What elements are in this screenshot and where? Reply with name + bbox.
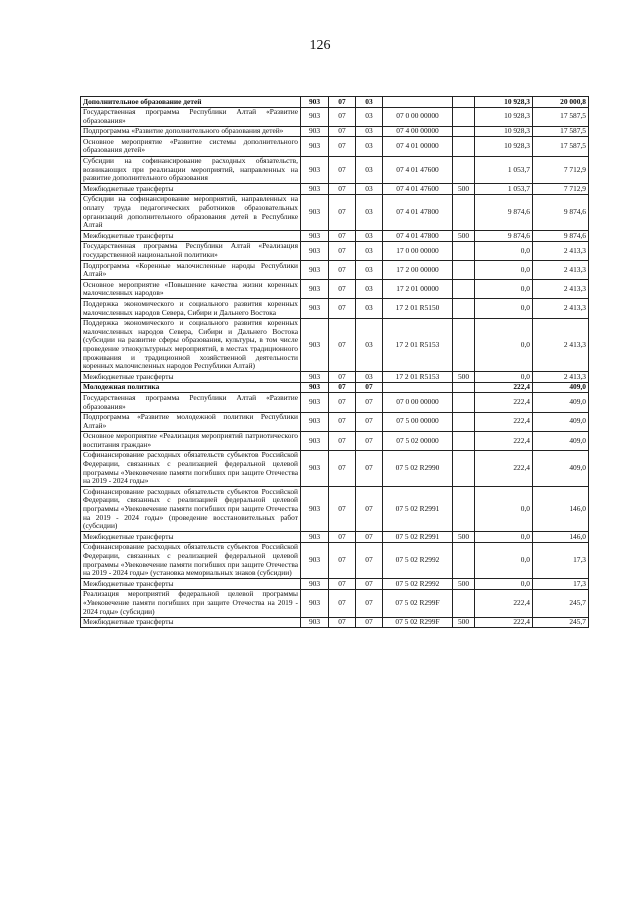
target-article-cell: [383, 97, 453, 108]
table-row: [81, 393, 589, 412]
subsection-code-cell: 07: [356, 431, 383, 450]
row-name-cell: Межбюджетные трансферты: [81, 532, 301, 543]
row-name-cell: Межбюджетные трансферты: [81, 372, 301, 383]
target-article-cell: 07 5 00 00000: [383, 412, 453, 431]
expense-type-cell: [453, 241, 475, 260]
grbs-code-cell: 903: [301, 487, 329, 532]
target-article-cell: 17 2 01 R5150: [383, 299, 453, 318]
target-article-cell: 07 4 01 47600: [383, 184, 453, 195]
grbs-code-cell: 903: [301, 241, 329, 260]
amount-year1-cell: 0,0: [475, 261, 533, 280]
grbs-code-cell: 903: [301, 156, 329, 184]
grbs-code-cell: 903: [301, 107, 329, 126]
table-row: [81, 532, 589, 543]
subsection-code-cell: 07: [356, 589, 383, 617]
table-row: [81, 156, 589, 184]
expense-type-cell: [453, 412, 475, 431]
grbs-code-cell: 903: [301, 617, 329, 628]
amount-year2-cell: 9 874,6: [533, 194, 589, 230]
amount-year1-cell: 0,0: [475, 241, 533, 260]
target-article-cell: 17 2 00 00000: [383, 261, 453, 280]
amount-year1-cell: 222,4: [475, 393, 533, 412]
grbs-code-cell: 903: [301, 393, 329, 412]
row-name-cell: Подпрограмма «Развитие молодежной политики Республики Алтай»: [81, 412, 301, 431]
grbs-code-cell: 903: [301, 194, 329, 230]
section-code-cell: 07: [329, 261, 356, 280]
amount-year1-cell: 222,4: [475, 382, 533, 393]
row-name-cell: Основное мероприятие «Реализация мероприятий патриотического воспитания граждан»: [81, 431, 301, 450]
amount-year2-cell: 2 413,3: [533, 372, 589, 383]
amount-year2-cell: 146,0: [533, 487, 589, 532]
grbs-code-cell: 903: [301, 280, 329, 299]
expense-type-cell: [453, 318, 475, 372]
grbs-code-cell: 903: [301, 231, 329, 242]
row-name-cell: Субсидии на софинансирование расходных обязательств, возникающих при реализации мероприятий, направленных на развитие дополнительного образования: [81, 156, 301, 184]
row-name-cell: Реализация мероприятий федеральной целевой программы «Увековечение памяти погибших при защите Отечества на 2019 - 2024 годы» (субсидии): [81, 589, 301, 617]
section-code-cell: 07: [329, 97, 356, 108]
table-row: [81, 318, 589, 372]
section-code-cell: 07: [329, 431, 356, 450]
expense-type-cell: [453, 487, 475, 532]
amount-year1-cell: 0,0: [475, 280, 533, 299]
section-code-cell: 07: [329, 184, 356, 195]
grbs-code-cell: 903: [301, 126, 329, 137]
amount-year2-cell: 20 000,8: [533, 97, 589, 108]
amount-year2-cell: 2 413,3: [533, 261, 589, 280]
section-code-cell: 07: [329, 372, 356, 383]
row-name-cell: Государственная программа Республики Алтай «Развитие образования»: [81, 107, 301, 126]
section-code-cell: 07: [329, 299, 356, 318]
table-row: [81, 97, 589, 108]
subsection-code-cell: 07: [356, 393, 383, 412]
amount-year2-cell: 17 587,5: [533, 126, 589, 137]
row-name-cell: Государственная программа Республики Алтай «Развитие образования»: [81, 393, 301, 412]
subsection-code-cell: 03: [356, 318, 383, 372]
section-code-cell: 07: [329, 617, 356, 628]
section-code-cell: 07: [329, 241, 356, 260]
subsection-code-cell: 07: [356, 617, 383, 628]
section-code-cell: 07: [329, 126, 356, 137]
target-article-cell: 17 2 01 R5153: [383, 318, 453, 372]
section-code-cell: 07: [329, 318, 356, 372]
expense-type-cell: [453, 542, 475, 578]
target-article-cell: 07 5 02 R2992: [383, 542, 453, 578]
table-row: [81, 231, 589, 242]
target-article-cell: 07 0 00 00000: [383, 107, 453, 126]
amount-year2-cell: 17,3: [533, 579, 589, 590]
subsection-code-cell: 07: [356, 532, 383, 543]
expense-type-cell: [453, 194, 475, 230]
expense-type-cell: 500: [453, 532, 475, 543]
grbs-code-cell: 903: [301, 532, 329, 543]
expense-type-cell: [453, 156, 475, 184]
expense-type-cell: [453, 126, 475, 137]
target-article-cell: [383, 382, 453, 393]
table-row: [81, 450, 589, 486]
section-code-cell: 07: [329, 579, 356, 590]
expense-type-cell: 500: [453, 579, 475, 590]
amount-year1-cell: 10 928,3: [475, 97, 533, 108]
row-name-cell: Софинансирование расходных обязательств субъектов Российской Федерации, связанных с реализацией федеральной целевой программы «Увековечение памяти погибших при защите Отечества на 2019 - 2024 годы» (проведение восстановительных работ (субсидии): [81, 487, 301, 532]
page-number: 126: [309, 38, 331, 53]
section-code-cell: 07: [329, 589, 356, 617]
amount-year1-cell: 222,4: [475, 617, 533, 628]
amount-year1-cell: 1 053,7: [475, 156, 533, 184]
section-code-cell: 07: [329, 156, 356, 184]
amount-year2-cell: 7 712,9: [533, 184, 589, 195]
section-code-cell: 07: [329, 532, 356, 543]
table-row: [81, 579, 589, 590]
subsection-code-cell: 03: [356, 299, 383, 318]
row-name-cell: Основное мероприятие «Развитие системы дополнительного образования детей»: [81, 137, 301, 156]
target-article-cell: 07 5 02 R299F: [383, 617, 453, 628]
table-row: [81, 431, 589, 450]
amount-year2-cell: 245,7: [533, 589, 589, 617]
expense-type-cell: [453, 299, 475, 318]
amount-year2-cell: 17 587,5: [533, 137, 589, 156]
amount-year1-cell: 9 874,6: [475, 231, 533, 242]
row-name-cell: Межбюджетные трансферты: [81, 617, 301, 628]
amount-year1-cell: 0,0: [475, 318, 533, 372]
subsection-code-cell: 03: [356, 194, 383, 230]
subsection-code-cell: 03: [356, 241, 383, 260]
section-code-cell: 07: [329, 280, 356, 299]
grbs-code-cell: 903: [301, 184, 329, 195]
expense-type-cell: [453, 450, 475, 486]
amount-year1-cell: 9 874,6: [475, 194, 533, 230]
grbs-code-cell: 903: [301, 261, 329, 280]
amount-year1-cell: 0,0: [475, 372, 533, 383]
expense-type-cell: [453, 393, 475, 412]
expense-type-cell: 500: [453, 617, 475, 628]
section-code-cell: 07: [329, 194, 356, 230]
subsection-code-cell: 07: [356, 579, 383, 590]
subsection-code-cell: 03: [356, 107, 383, 126]
amount-year1-cell: 10 928,3: [475, 107, 533, 126]
amount-year2-cell: 17,3: [533, 542, 589, 578]
expense-type-cell: 500: [453, 372, 475, 383]
target-article-cell: 07 0 00 00000: [383, 393, 453, 412]
subsection-code-cell: 03: [356, 372, 383, 383]
grbs-code-cell: 903: [301, 579, 329, 590]
row-name-cell: Межбюджетные трансферты: [81, 579, 301, 590]
expense-type-cell: [453, 261, 475, 280]
row-name-cell: Молодежная политика: [81, 382, 301, 393]
amount-year1-cell: 222,4: [475, 589, 533, 617]
target-article-cell: 07 4 01 47800: [383, 231, 453, 242]
row-name-cell: Софинансирование расходных обязательств субъектов Российской Федерации, связанных с реализацией федеральной целевой программы «Увековечение памяти погибших при защите Отечества на 2019 - 2024 годы»: [81, 450, 301, 486]
amount-year1-cell: 0,0: [475, 579, 533, 590]
grbs-code-cell: 903: [301, 542, 329, 578]
row-name-cell: Субсидии на софинансирование мероприятий, направленных на оплату труда педагогических работников образовательных организаций дополнительного образования детей в Республике Алтай: [81, 194, 301, 230]
subsection-code-cell: 03: [356, 280, 383, 299]
subsection-code-cell: 03: [356, 97, 383, 108]
row-name-cell: Поддержка экономического и социального развития коренных малочисленных народов Севера, Сибири и Дальнего Востока (субсидии на развитие сферы образования, культуры, в том числе проведение этнокультурных мероприятий, в местах традиционного проживания и традиционной хозяйственной деятельности коренных малочисленных народов Республики Алтай): [81, 318, 301, 372]
expense-type-cell: [453, 280, 475, 299]
grbs-code-cell: 903: [301, 299, 329, 318]
table-row: [81, 299, 589, 318]
row-name-cell: Софинансирование расходных обязательств субъектов Российской Федерации, связанных с реализацией федеральной целевой программы «Увековечение памяти погибших при защите Отечества на 2019 - 2024 годы» (установка мемориальных знаков (субсидии): [81, 542, 301, 578]
section-code-cell: 07: [329, 137, 356, 156]
target-article-cell: 07 5 02 00000: [383, 431, 453, 450]
target-article-cell: 07 4 01 47600: [383, 156, 453, 184]
table-row: [81, 107, 589, 126]
amount-year2-cell: 409,0: [533, 412, 589, 431]
subsection-code-cell: 07: [356, 487, 383, 532]
table-row: [81, 261, 589, 280]
section-code-cell: 07: [329, 231, 356, 242]
row-name-cell: Подпрограмма «Коренные малочисленные народы Республики Алтай»: [81, 261, 301, 280]
table-row: [81, 194, 589, 230]
amount-year2-cell: 409,0: [533, 450, 589, 486]
expense-type-cell: [453, 137, 475, 156]
grbs-code-cell: 903: [301, 450, 329, 486]
row-name-cell: Межбюджетные трансферты: [81, 231, 301, 242]
target-article-cell: 07 4 01 47800: [383, 194, 453, 230]
subsection-code-cell: 07: [356, 542, 383, 578]
expense-type-cell: [453, 382, 475, 393]
table-row: [81, 126, 589, 137]
subsection-code-cell: 03: [356, 126, 383, 137]
amount-year2-cell: 2 413,3: [533, 241, 589, 260]
subsection-code-cell: 03: [356, 261, 383, 280]
amount-year1-cell: 1 053,7: [475, 184, 533, 195]
section-code-cell: 07: [329, 450, 356, 486]
amount-year1-cell: 10 928,3: [475, 126, 533, 137]
table-row: [81, 382, 589, 393]
table-row: [81, 184, 589, 195]
target-article-cell: 17 2 01 R5153: [383, 372, 453, 383]
amount-year2-cell: 146,0: [533, 532, 589, 543]
section-code-cell: 07: [329, 382, 356, 393]
subsection-code-cell: 07: [356, 450, 383, 486]
row-name-cell: Государственная программа Республики Алтай «Реализация государственной национальной политики»: [81, 241, 301, 260]
grbs-code-cell: 903: [301, 589, 329, 617]
table-row: [81, 589, 589, 617]
target-article-cell: 07 5 02 R2991: [383, 487, 453, 532]
grbs-code-cell: 903: [301, 431, 329, 450]
row-name-cell: Межбюджетные трансферты: [81, 184, 301, 195]
amount-year2-cell: 409,0: [533, 382, 589, 393]
amount-year2-cell: 17 587,5: [533, 107, 589, 126]
table-row: [81, 617, 589, 628]
table-row: [81, 487, 589, 532]
table-row: [81, 372, 589, 383]
target-article-cell: 17 2 01 00000: [383, 280, 453, 299]
subsection-code-cell: 07: [356, 382, 383, 393]
amount-year2-cell: 409,0: [533, 393, 589, 412]
subsection-code-cell: 03: [356, 184, 383, 195]
amount-year1-cell: 222,4: [475, 431, 533, 450]
expense-type-cell: [453, 107, 475, 126]
amount-year2-cell: 2 413,3: [533, 318, 589, 372]
amount-year2-cell: 7 712,9: [533, 156, 589, 184]
amount-year2-cell: 245,7: [533, 617, 589, 628]
amount-year1-cell: 0,0: [475, 487, 533, 532]
section-code-cell: 07: [329, 542, 356, 578]
section-code-cell: 07: [329, 412, 356, 431]
budget-table-body: [81, 97, 589, 628]
expense-type-cell: 500: [453, 184, 475, 195]
table-row: [81, 137, 589, 156]
grbs-code-cell: 903: [301, 412, 329, 431]
subsection-code-cell: 03: [356, 156, 383, 184]
target-article-cell: 07 5 02 R299F: [383, 589, 453, 617]
target-article-cell: 07 5 02 R2992: [383, 579, 453, 590]
section-code-cell: 07: [329, 107, 356, 126]
expense-type-cell: [453, 431, 475, 450]
expense-type-cell: [453, 589, 475, 617]
row-name-cell: Дополнительное образование детей: [81, 97, 301, 108]
subsection-code-cell: 07: [356, 412, 383, 431]
expense-type-cell: [453, 97, 475, 108]
subsection-code-cell: 03: [356, 137, 383, 156]
amount-year1-cell: 0,0: [475, 532, 533, 543]
amount-year1-cell: 0,0: [475, 299, 533, 318]
section-code-cell: 07: [329, 487, 356, 532]
target-article-cell: 07 4 00 00000: [383, 126, 453, 137]
amount-year2-cell: 409,0: [533, 431, 589, 450]
grbs-code-cell: 903: [301, 97, 329, 108]
table-row: [81, 241, 589, 260]
target-article-cell: 07 5 02 R2991: [383, 532, 453, 543]
grbs-code-cell: 903: [301, 318, 329, 372]
expense-type-cell: 500: [453, 231, 475, 242]
amount-year1-cell: 10 928,3: [475, 137, 533, 156]
subsection-code-cell: 03: [356, 231, 383, 242]
row-name-cell: Подпрограмма «Развитие дополнительного образования детей»: [81, 126, 301, 137]
table-row: [81, 542, 589, 578]
amount-year2-cell: 9 874,6: [533, 231, 589, 242]
row-name-cell: Поддержка экономического и социального развития коренных малочисленных народов Севера, Сибири и Дальнего Востока: [81, 299, 301, 318]
row-name-cell: Основное мероприятие «Повышение качества жизни коренных малочисленных народов»: [81, 280, 301, 299]
grbs-code-cell: 903: [301, 137, 329, 156]
amount-year2-cell: 2 413,3: [533, 280, 589, 299]
target-article-cell: 07 5 02 R2990: [383, 450, 453, 486]
budget-table: [80, 96, 589, 628]
amount-year2-cell: 2 413,3: [533, 299, 589, 318]
target-article-cell: 17 0 00 00000: [383, 241, 453, 260]
table-row: [81, 412, 589, 431]
amount-year1-cell: 222,4: [475, 450, 533, 486]
grbs-code-cell: 903: [301, 382, 329, 393]
table-row: [81, 280, 589, 299]
section-code-cell: 07: [329, 393, 356, 412]
grbs-code-cell: 903: [301, 372, 329, 383]
amount-year1-cell: 222,4: [475, 412, 533, 431]
amount-year1-cell: 0,0: [475, 542, 533, 578]
target-article-cell: 07 4 01 00000: [383, 137, 453, 156]
